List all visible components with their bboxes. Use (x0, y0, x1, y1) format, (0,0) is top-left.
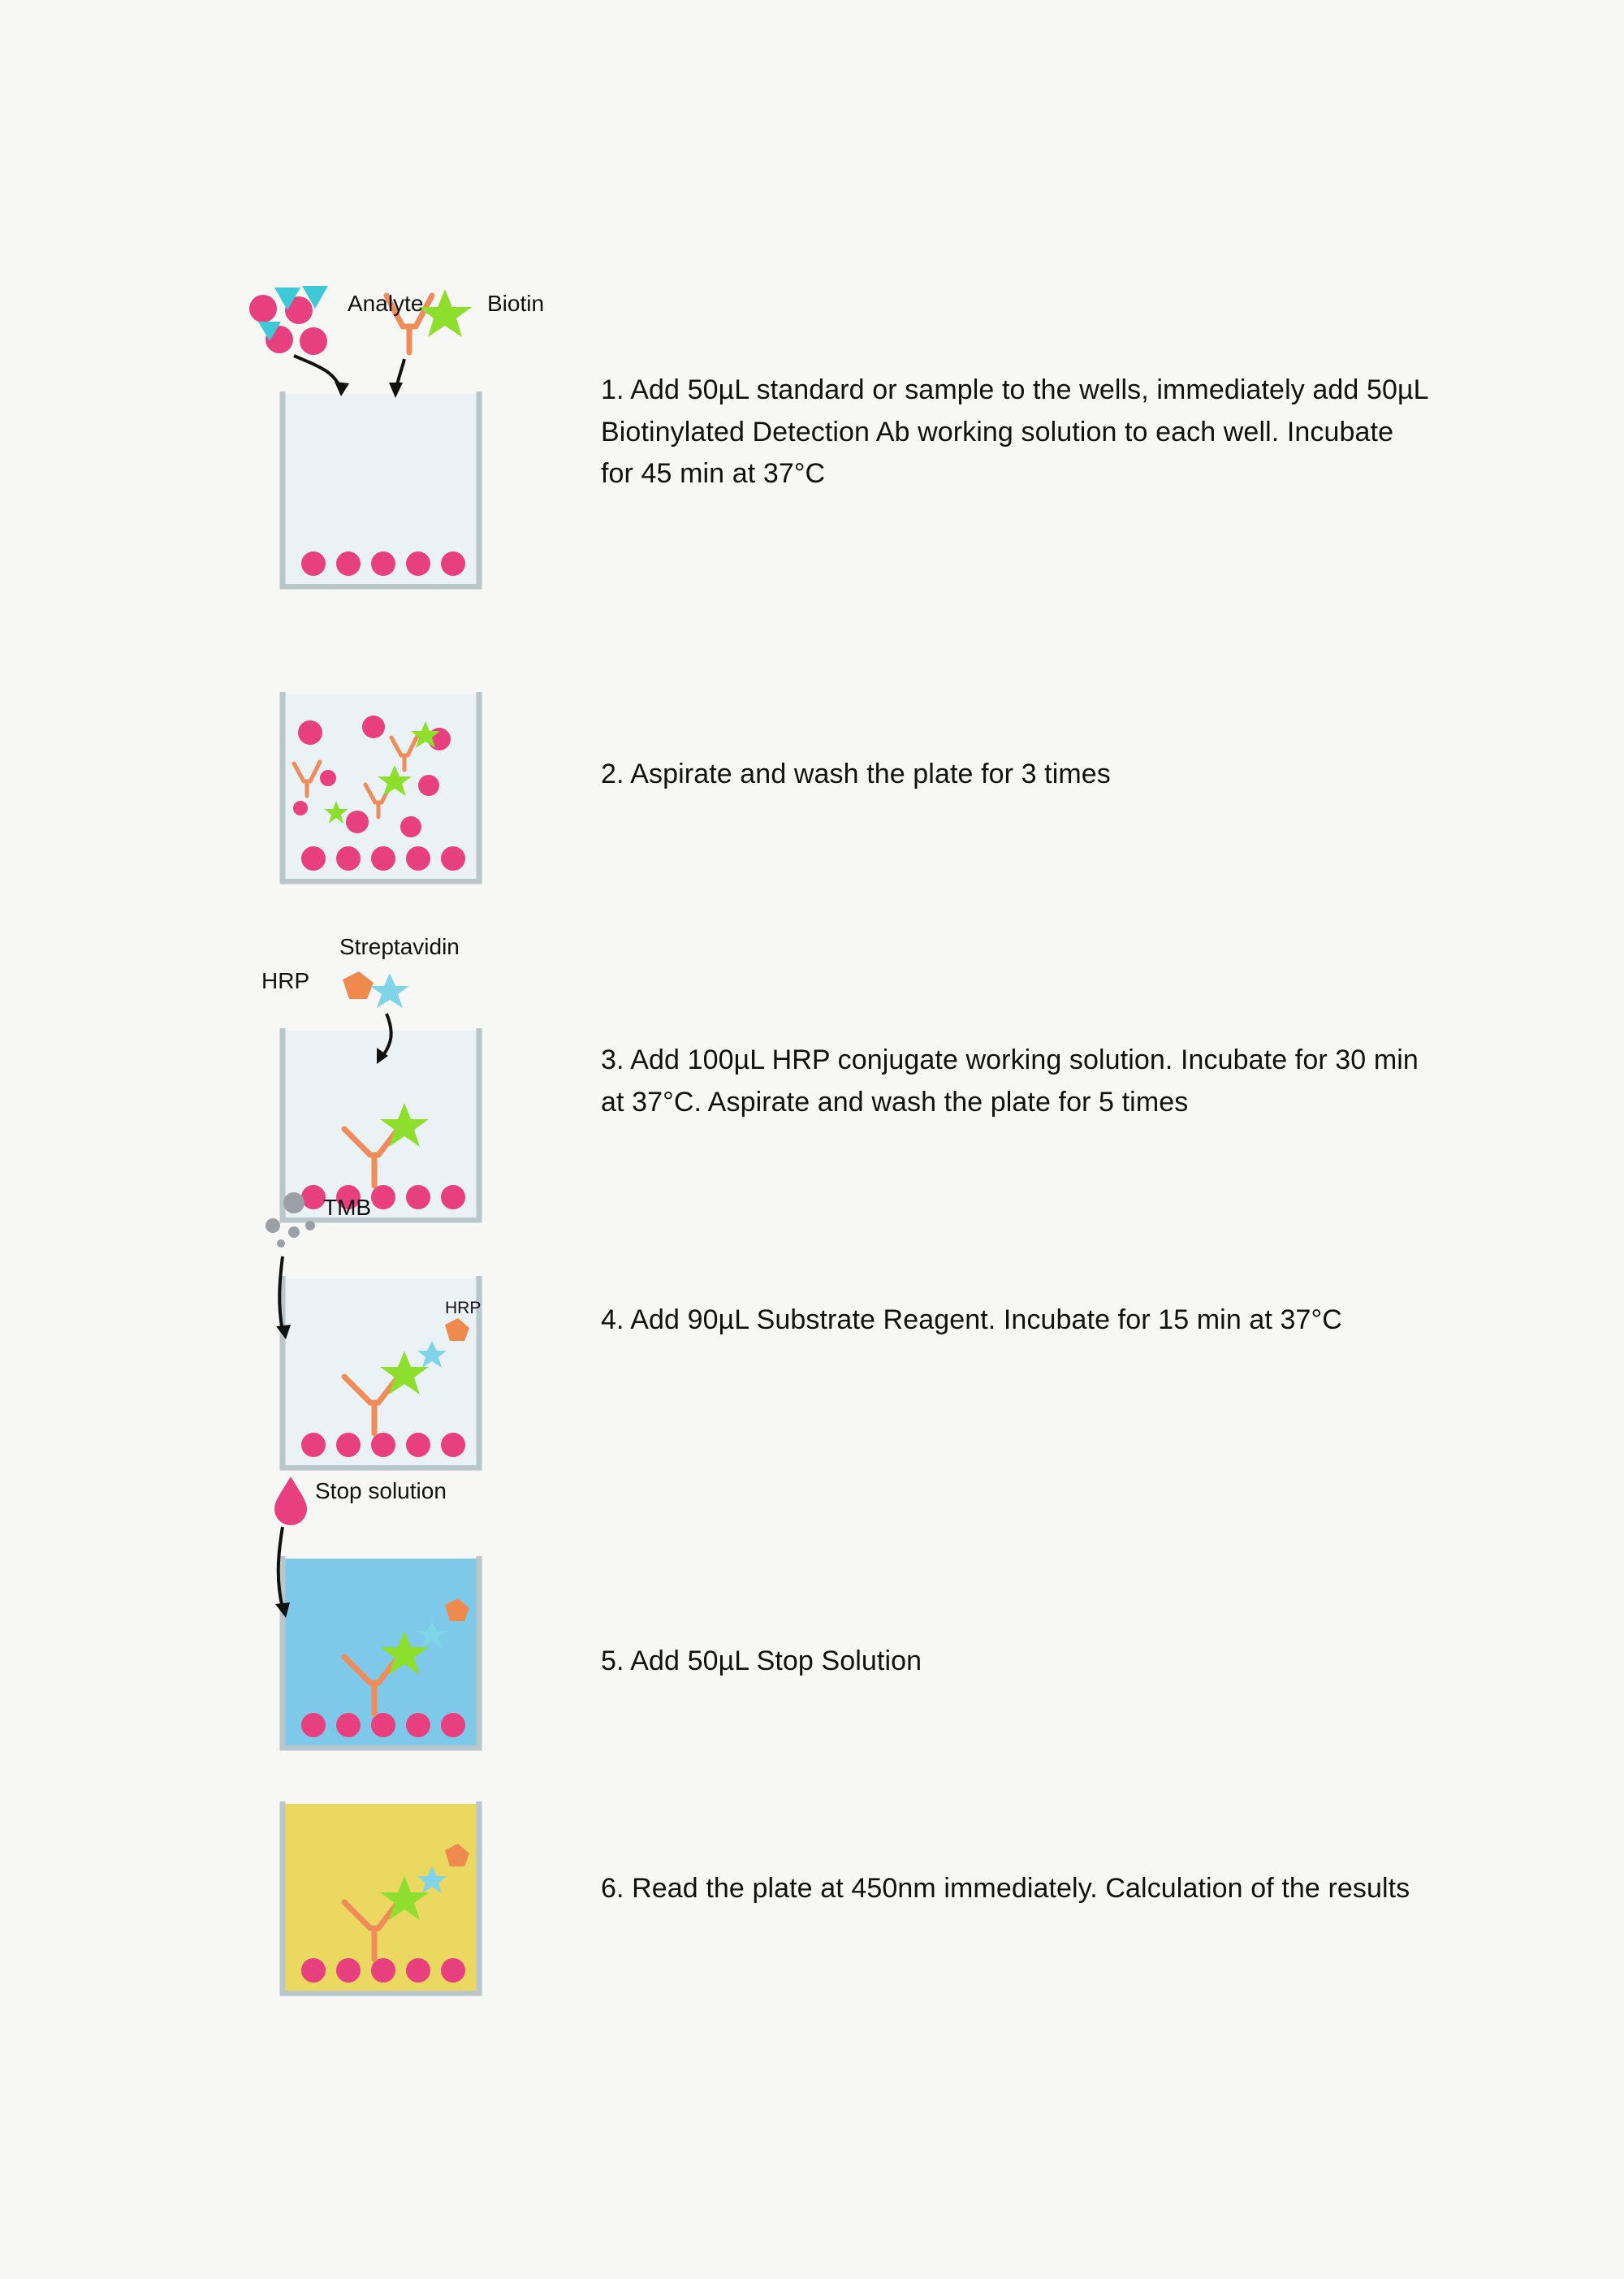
step-2-text: 2. Aspirate and wash the plate for 3 times (601, 759, 1111, 789)
label-tmb: TMB (323, 1195, 372, 1220)
step-3-text: 3. Add 100µL HRP conjugate working solution. Incubate for 30 min at 37°C. Aspirate and wash the plate for 5 times (601, 1044, 1419, 1118)
step-4-illustration (244, 1182, 520, 1474)
step-6-text: 6. Read the plate at 450nm immediately. Calculation of the results (601, 1873, 1410, 1904)
label-biotin: Biotin (487, 291, 545, 316)
step-1-illustration (244, 268, 545, 593)
step-5-text: 5. Add 50µL Stop Solution (601, 1645, 922, 1676)
droplet-icon (274, 1477, 307, 1525)
well-1-graphic (244, 268, 568, 593)
well-2-graphic (244, 642, 568, 885)
well-6-graphic (244, 1771, 568, 2014)
step-6-illustration (244, 1771, 520, 2014)
tmb-bubbles (266, 1192, 315, 1248)
biotin-star-icon (418, 289, 472, 337)
label-streptavidin: Streptavidin (339, 934, 460, 959)
step-1-text: 1. Add 50µL standard or sample to the wells, immediately add 50µL Biotinylated Detection Ab working solution to each well. Incubate for 45 min at 37°C (601, 374, 1428, 490)
step-5-illustration (244, 1462, 520, 1754)
hrp-pentagon-icon (343, 971, 374, 999)
label-hrp: HRP (261, 968, 310, 993)
well-4-graphic (244, 1182, 568, 1474)
well-5-graphic (244, 1462, 568, 1754)
analyte-cluster (249, 286, 328, 355)
label-hrp-small: HRP (445, 1299, 482, 1317)
streptavidin-star-icon (370, 973, 409, 1008)
label-stop-solution: Stop solution (315, 1478, 447, 1503)
step-4-text: 4. Add 90µL Substrate Reagent. Incubate for 15 min at 37°C (601, 1304, 1342, 1335)
step-2-illustration (244, 642, 520, 885)
label-analyte: Analyte (348, 291, 424, 316)
